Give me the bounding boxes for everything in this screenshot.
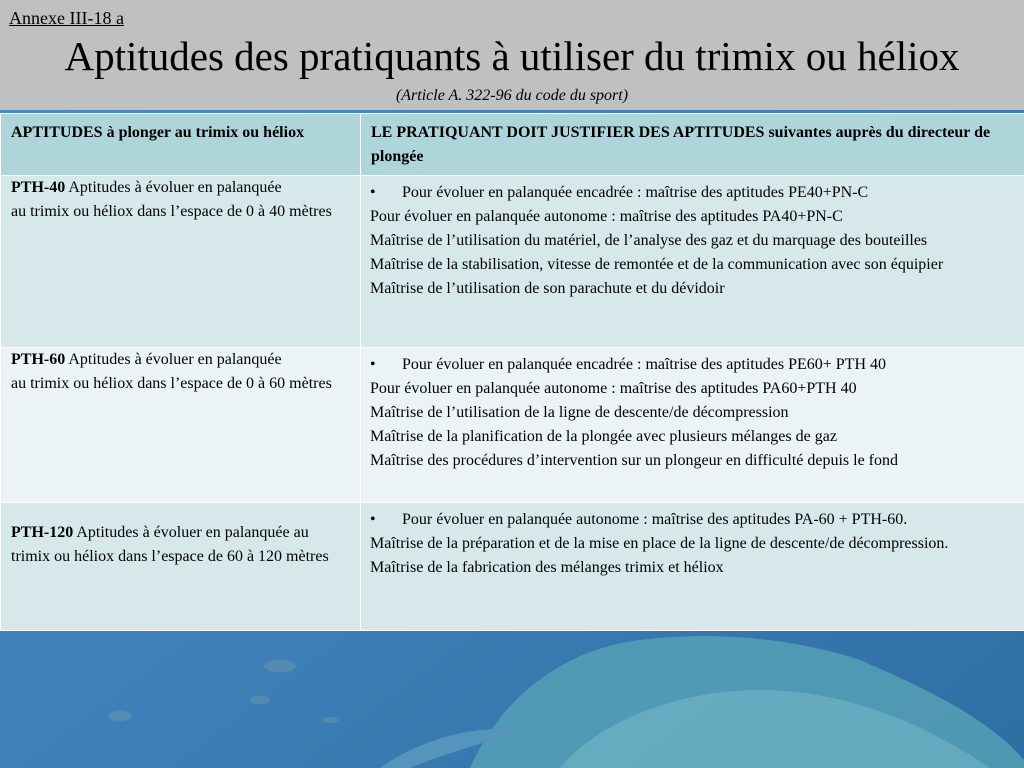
requirements-cell: [361, 176, 1024, 348]
aptitude-desc-line: Aptitudes à évoluer en palanquée au trimix ou héliox dans l’espace de 60 à 120 mètres: [11, 524, 329, 565]
title-header: [0, 0, 1024, 110]
aptitude-desc: [11, 521, 350, 569]
aptitude-desc: [11, 176, 350, 200]
table-row: [1, 348, 1024, 503]
table-header-row: [1, 114, 1024, 176]
aptitude-code: PTH-40: [11, 179, 66, 196]
requirement-line: Maîtrise de l’utilisation du matériel, de l’analyse des gaz et du marquage des bouteilles: [370, 232, 928, 249]
aptitude-desc-line: au trimix ou héliox dans l’espace de 0 à 60 mètres: [11, 375, 332, 392]
aptitude-cell: [1, 503, 361, 631]
requirement-line: Maîtrise de l’utilisation de son parachute et du dévidoir: [370, 280, 725, 297]
requirement-line: Maîtrise de l’utilisation de la ligne de descente/de décompression: [370, 404, 789, 421]
aptitude-desc: [11, 348, 350, 372]
bullet-icon: •: [370, 356, 376, 373]
requirement-line: Maîtrise de la préparation et de la mise en place de la ligne de descente/de décompression.: [370, 535, 949, 552]
column-header-justification: LE PRATIQUANT DOIT JUSTIFIER DES APTITUDES suivantes auprès du directeur de plongée: [361, 114, 1024, 176]
requirement-line: • Pour évoluer en palanquée encadrée : maîtrise des aptitudes PE40+PN-C: [370, 181, 1014, 205]
aptitude-code: PTH-120: [11, 524, 74, 541]
aptitude-desc-line: au trimix ou héliox dans l’espace de 0 à 40 mètres: [11, 203, 332, 220]
aptitude-code: PTH-60: [11, 351, 66, 368]
requirements-cell: [361, 348, 1024, 503]
page-title: Aptitudes des pratiquants à utiliser du trimix ou héliox: [64, 33, 960, 79]
requirement-line: Pour évoluer en palanquée autonome : maîtrise des aptitudes PA60+PTH 40: [370, 380, 857, 397]
aptitude-cell: [1, 176, 361, 348]
requirement-line: Maîtrise de la stabilisation, vitesse de remontée et de la communication avec son équipier: [370, 256, 944, 273]
page-subtitle: (Article A. 322-96 du code du sport): [395, 87, 629, 104]
aptitude-cell: [1, 348, 361, 503]
column-header-aptitudes: APTITUDES à plonger au trimix ou héliox: [1, 114, 361, 176]
requirement-line: • Pour évoluer en palanquée encadrée : maîtrise des aptitudes PE60+ PTH 40: [370, 353, 1014, 377]
table-row: [1, 176, 1024, 348]
bullet-icon: •: [370, 184, 376, 201]
aptitudes-table: [0, 113, 1024, 631]
requirement-line: Maîtrise des procédures d’intervention sur un plongeur en difficulté depuis le fond: [370, 452, 899, 469]
bullet-icon: •: [370, 511, 376, 528]
annex-label: Annexe III-18 a: [9, 8, 124, 28]
table-row: [1, 503, 1024, 631]
requirement-line: Maîtrise de la fabrication des mélanges trimix et héliox: [370, 559, 724, 576]
aptitude-desc-line: Aptitudes à évoluer en palanquée: [68, 351, 282, 368]
requirement-line: Maîtrise de la planification de la plongée avec plusieurs mélanges de gaz: [370, 428, 837, 445]
aptitude-desc-line: Aptitudes à évoluer en palanquée: [68, 179, 282, 196]
requirement-line: • Pour évoluer en palanquée autonome : maîtrise des aptitudes PA-60 + PTH-60.: [370, 508, 1014, 532]
requirements-cell: [361, 503, 1024, 631]
requirement-line: Pour évoluer en palanquée autonome : maîtrise des aptitudes PA40+PN-C: [370, 208, 843, 225]
